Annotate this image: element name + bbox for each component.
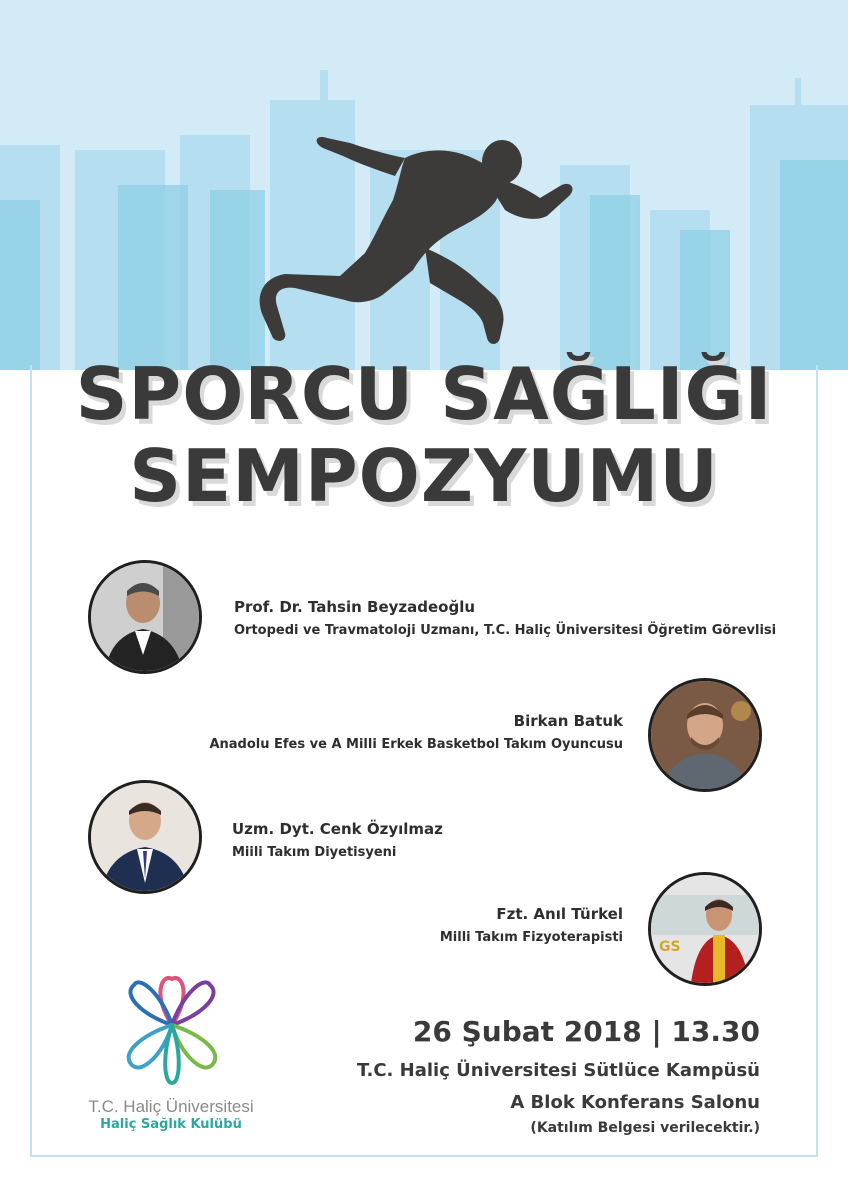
club-name: Haliç Sağlık Kulübü bbox=[100, 1117, 242, 1132]
event-venue-line-1: T.C. Haliç Üniversitesi Sütlüce Kampüsü bbox=[356, 1060, 760, 1081]
speaker-name-4: Fzt. Anıl Türkel bbox=[496, 905, 623, 923]
speaker-role-1: Ortopedi ve Travmatoloji Uzmanı, T.C. Haliç Üniversitesi Öğretim Görevlisi bbox=[234, 623, 777, 638]
haliç-heart-logo-icon bbox=[112, 965, 232, 1090]
runner-silhouette-icon bbox=[255, 118, 585, 358]
event-title-line-2: SEMPOZYUMU bbox=[129, 434, 719, 518]
event-title-line-1: SPORCU SAĞLIĞI bbox=[75, 352, 773, 436]
speaker-photo-4 bbox=[648, 872, 762, 986]
speaker-photo-1 bbox=[88, 560, 202, 674]
speaker-role-2: Anadolu Efes ve A Milli Erkek Basketbol Takım Oyuncusu bbox=[209, 737, 623, 752]
university-name: T.C. Haliç Üniversitesi bbox=[88, 1097, 254, 1116]
speaker-name-3: Uzm. Dyt. Cenk Özyılmaz bbox=[232, 820, 443, 838]
event-venue-line-2: A Blok Konferans Salonu bbox=[510, 1092, 760, 1113]
speaker-photo-2 bbox=[648, 678, 762, 792]
event-date-time: 26 Şubat 2018 | 13.30 bbox=[412, 1015, 760, 1048]
speaker-role-3: Miili Takım Diyetisyeni bbox=[232, 845, 397, 860]
speaker-name-1: Prof. Dr. Tahsin Beyzadeoğlu bbox=[234, 598, 476, 616]
svg-text:GS: GS bbox=[659, 939, 681, 955]
event-certificate-note: (Katılım Belgesi verilecektir.) bbox=[530, 1120, 760, 1136]
speaker-name-2: Birkan Batuk bbox=[513, 712, 623, 730]
speaker-role-4: Milli Takım Fizyoterapisti bbox=[439, 930, 623, 945]
speaker-photo-3 bbox=[88, 780, 202, 894]
